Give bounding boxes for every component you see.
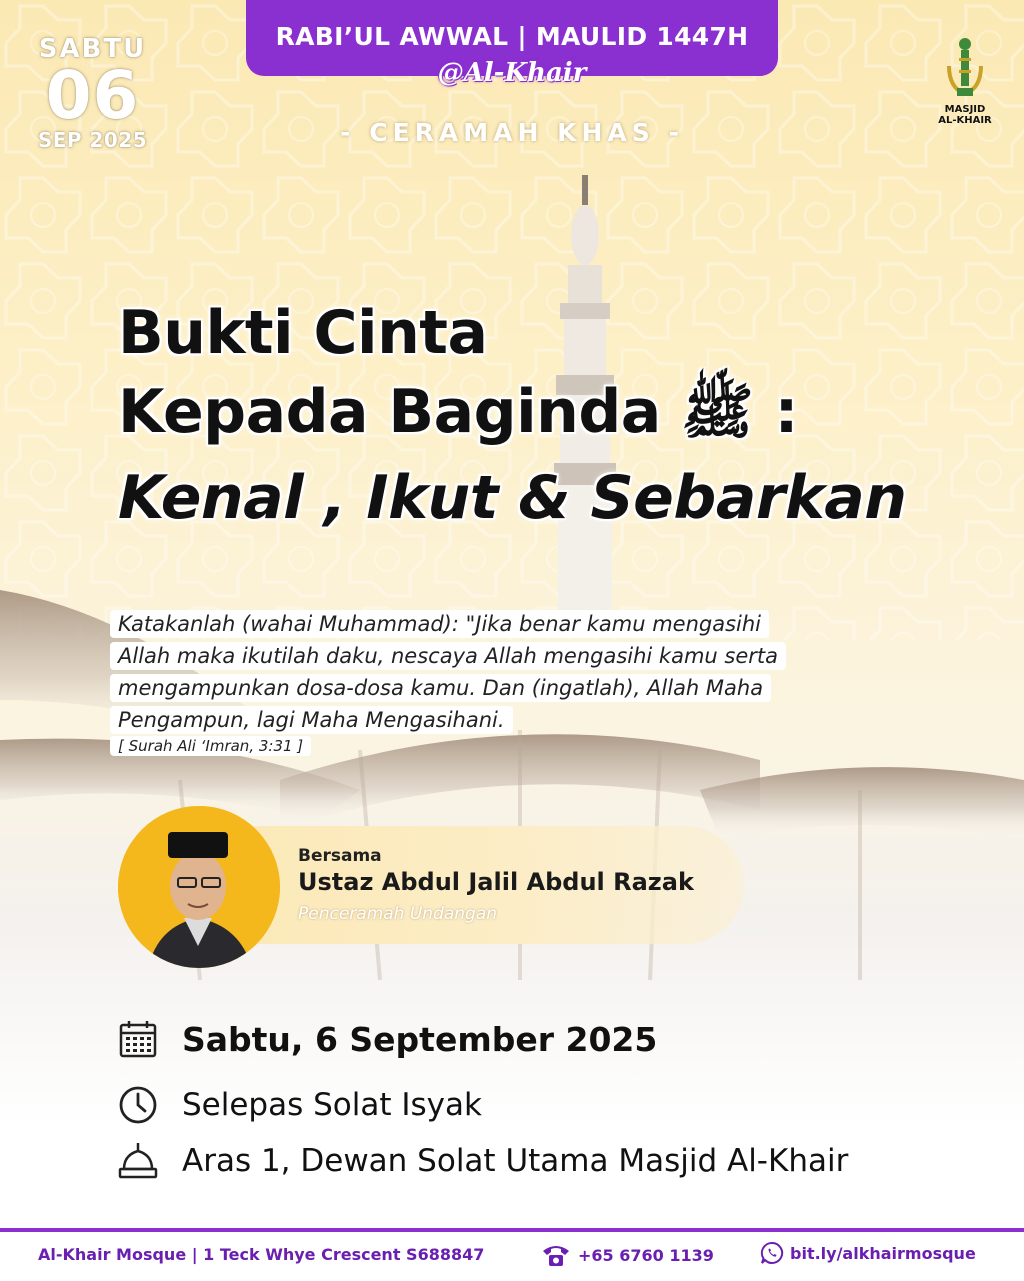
speaker-intro: Bersama bbox=[298, 846, 382, 866]
date-number: 06 bbox=[45, 57, 140, 134]
banner-subtitle: @Al-Khair bbox=[437, 58, 587, 88]
date-day: SABTU bbox=[38, 34, 147, 64]
ceramah-label: - CERAMAH KHAS - bbox=[340, 118, 684, 147]
footer-phone-number: +65 6760 1139 bbox=[578, 1245, 714, 1265]
title-line-3: Kenal , Ikut & Sebarkan bbox=[118, 463, 907, 533]
event-date: Sabtu, 6 September 2025 bbox=[182, 1019, 658, 1059]
footer bbox=[0, 1232, 1024, 1281]
calendar-icon bbox=[118, 1019, 158, 1059]
footer-address: Al-Khair Mosque | 1 Teck Whye Crescent S688847 bbox=[38, 1245, 485, 1264]
speaker-name: Ustaz Abdul Jalil Abdul Razak bbox=[298, 868, 694, 896]
quote-line-1: Katakanlah (wahai Muhammad): "Jika benar kamu mengasihi bbox=[110, 610, 769, 638]
banner-title: RABI’UL AWWAL | MAULID 1447H bbox=[275, 22, 749, 51]
quote-line-2: Allah maka ikutilah daku, nescaya Allah mengasihi kamu serta bbox=[110, 642, 786, 670]
event-venue: Aras 1, Dewan Solat Utama Masjid Al-Khair bbox=[182, 1143, 849, 1179]
quote-reference: [ Surah Ali ‘Imran, 3:31 ] bbox=[110, 736, 311, 756]
date-month: SEP 2025 bbox=[37, 128, 148, 152]
footer-link[interactable] bbox=[760, 1241, 976, 1265]
logo-line-2: AL-KHAIR bbox=[938, 115, 992, 126]
clock-icon bbox=[118, 1085, 158, 1125]
info-venue-row bbox=[118, 1141, 848, 1181]
info-date-row bbox=[118, 1019, 657, 1059]
whatsapp-icon bbox=[760, 1241, 784, 1265]
event-title bbox=[118, 300, 998, 538]
title-line-2: Kepada Baginda ﷺ : bbox=[118, 377, 799, 447]
quran-quote bbox=[110, 608, 918, 736]
info-time-row bbox=[118, 1085, 482, 1125]
speaker-avatar bbox=[118, 806, 280, 968]
mosque-icon bbox=[118, 1141, 158, 1181]
logo-line-1: MASJID bbox=[944, 104, 986, 115]
mosque-emblem-icon bbox=[945, 36, 985, 100]
footer-link-text: bit.ly/alkhairmosque bbox=[790, 1243, 976, 1263]
masjid-logo bbox=[930, 36, 1000, 136]
quote-line-4: Pengampun, lagi Maha Mengasihani. bbox=[110, 706, 513, 734]
footer-phone[interactable] bbox=[540, 1241, 714, 1269]
title-line-1: Bukti Cinta bbox=[118, 298, 488, 368]
quote-line-3: mengampunkan dosa-dosa kamu. Dan (ingatlah), Allah Maha bbox=[110, 674, 771, 702]
telephone-icon bbox=[540, 1241, 572, 1269]
event-time: Selepas Solat Isyak bbox=[182, 1087, 482, 1123]
speaker-role: Penceramah Undangan bbox=[298, 904, 498, 924]
